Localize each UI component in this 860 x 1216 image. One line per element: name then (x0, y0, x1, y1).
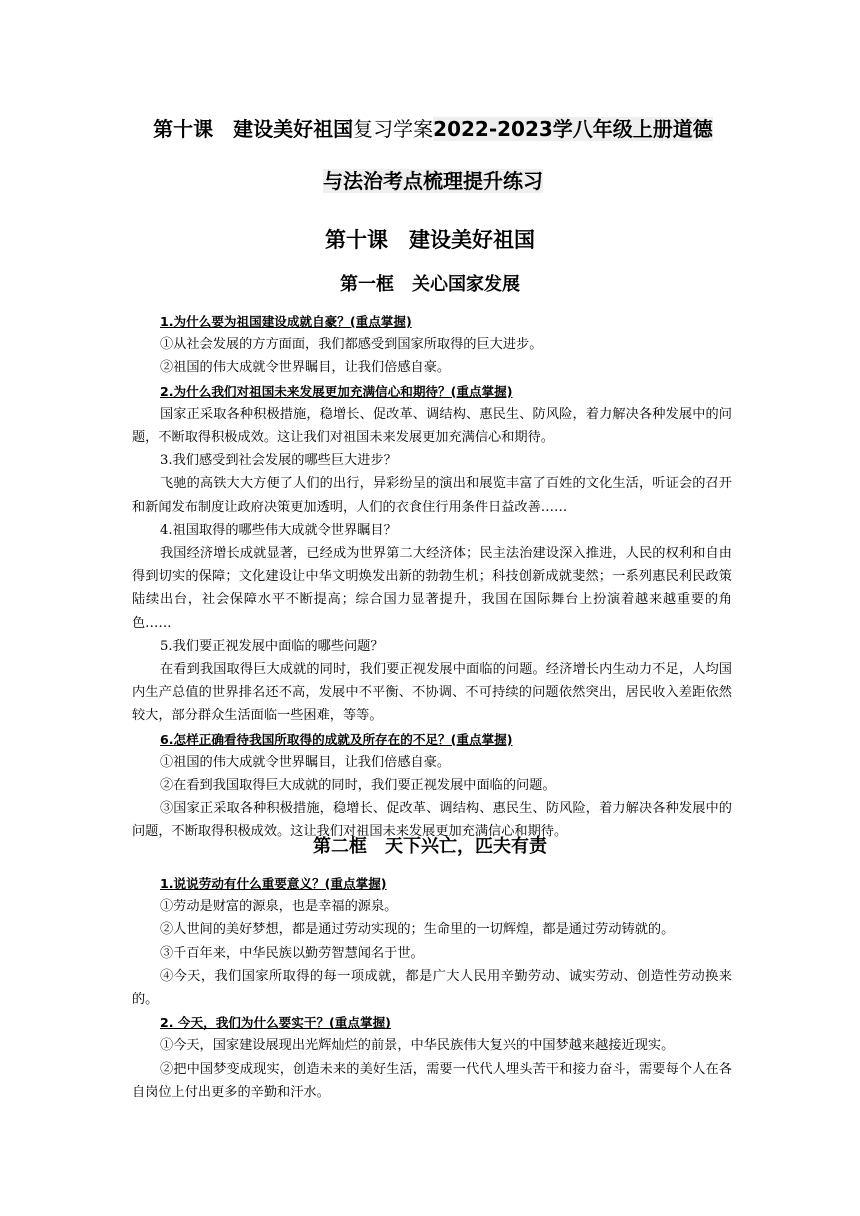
paragraph: ①从社会发展的方方面面，我们都感受到国家所取得的巨大进步。 (160, 337, 543, 353)
paragraph: ②祖国的伟大成就令世界瞩目，让我们倍感自豪。 (160, 360, 451, 376)
title-plain-part: 复习学案 (353, 117, 434, 141)
question-heading: 5.我们要正视发展中面临的哪些问题？ (160, 638, 384, 654)
paragraph: ①今天，国家建设展现出光辉灿烂的前景，中华民族伟大复兴的中国梦越来越接近现实。 (160, 1038, 675, 1054)
paragraph: ②人世间的美好梦想，都是通过劳动实现的；生命里的一切辉煌，都是通过劳动铸就的。 (160, 922, 675, 938)
frame-1-content (132, 310, 732, 844)
title-bold-part: 第十课 建设美好祖国 (153, 117, 354, 141)
paragraph: ④今天，我们国家所取得的每一项成就，都是广大人民用辛勤劳动、诚实劳动、创造性劳动换来的。 (132, 968, 732, 1008)
paragraph: 飞驰的高铁大大方便了人们的出行，异彩纷呈的演出和展览丰富了百姓的文化生活，听证会的召开和新闻发布制度让政府决策更加透明，人们的衣食住行用条件日益改善…… (132, 476, 732, 515)
question-heading: 4.祖国取得的哪些伟大成就令世界瞩目？ (160, 522, 397, 538)
paragraph: 我国经济增长成就显著，已经成为世界第二大经济体；民主法治建设深入推进，人民的权利和自由得到切实的保障；文化建设让中华文明焕发出新的勃勃生机；科技创新成就斐然；一系列惠民利民政策陆续出台，社会保障水平不断提高；综合国力显著提升，我国在国际舞台上扮演着越来越重要的角色…… (132, 546, 732, 631)
document-title (128, 103, 738, 207)
title-highlighted-part: 2022-2023学八年级上册道德 (433, 117, 713, 141)
frame-2-content (132, 872, 732, 1104)
frame-2-title: 第二框 天下兴亡，匹夫有责 (313, 836, 547, 857)
question-heading: 2.为什么我们对祖国未来发展更加充满信心和期待？(重点掌握) (160, 383, 513, 399)
paragraph: ②把中国梦变成现实，创造未来的美好生活，需要一代代人埋头苦干和接力奋斗，需要每个人在各自岗位上付出更多的辛勤和汗水。 (132, 1061, 732, 1100)
paragraph: 在看到我国取得巨大成就的同时，我们要正视发展中面临的问题。经济增长内生动力不足，人均国内生产总值的世界排名还不高，发展中不平衡、不协调、不可持续的问题依然突出，居民收入差距依然较大，部分群众生活面临一些困难，等等。 (132, 662, 732, 724)
paragraph: ③国家正采取各种积极措施，稳增长、促改革、调结构、惠民生、防风险，着力解决各种发展中的问题，不断取得积极成效。这让我们对祖国未来发展更加充满信心和期待。 (132, 801, 732, 840)
paragraph: ③千百年来，中华民族以勤劳智慧闻名于世。 (160, 945, 424, 961)
question-heading: 1.为什么要为祖国建设成就自豪？(重点掌握) (160, 314, 412, 329)
lesson-title: 第十课 建设美好祖国 (325, 228, 535, 252)
question-heading: 3.我们感受到社会发展的哪些巨大进步？ (160, 453, 397, 469)
paragraph: ①劳动是财富的源泉，也是幸福的源泉。 (160, 899, 398, 915)
question-heading: 1.说说劳动有什么重要意义？(重点掌握) (160, 876, 387, 891)
paragraph: ①祖国的伟大成就令世界瞩目，让我们倍感自豪。 (160, 754, 451, 770)
frame-1-title: 第一框 关心国家发展 (340, 274, 520, 295)
title-line-2: 与法治考点梳理提升练习 (323, 169, 543, 193)
paragraph: ②在看到我国取得巨大成就的同时，我们要正视发展中面临的问题。 (160, 778, 556, 794)
question-heading: 6.怎样正确看待我国所取得的成就及所存在的不足？(重点掌握) (160, 731, 513, 747)
question-heading: 2. 今天，我们为什么要实干？(重点掌握) (160, 1015, 391, 1031)
paragraph: 国家正采取各种积极措施，稳增长、促改革、调结构、惠民生、防风险，着力解决各种发展中的问题，不断取得积极成效。这让我们对祖国未来发展更加充满信心和期待。 (132, 406, 732, 446)
